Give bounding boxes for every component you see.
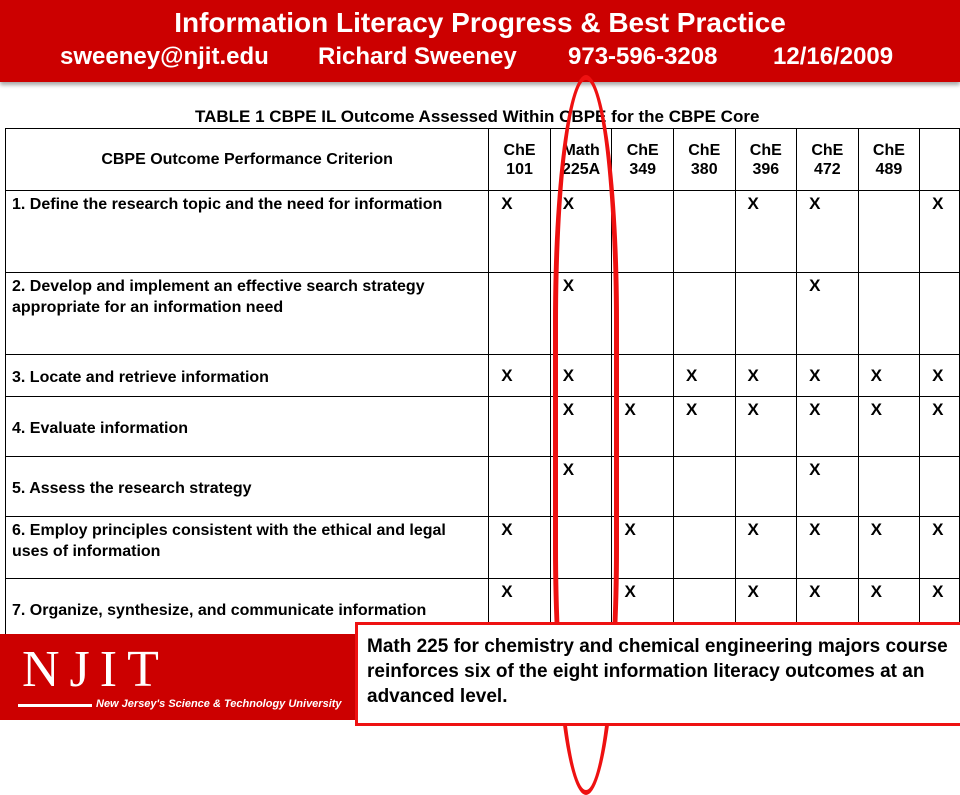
table-row xyxy=(6,457,960,517)
course-number: 225A xyxy=(561,160,601,178)
outcome-mark-cell xyxy=(858,457,920,517)
course-column-header xyxy=(612,129,674,191)
course-column-header xyxy=(858,129,920,191)
callout-note: Math 225 for chemistry and chemical engineering majors course reinforces six of the eight information literacy outcomes at an advanced level. xyxy=(355,622,960,726)
outcome-mark-cell xyxy=(673,457,735,517)
outcome-mark-cell: X xyxy=(797,517,859,579)
outcome-mark-cell: X xyxy=(489,355,551,397)
table-row xyxy=(6,273,960,355)
outcome-mark-cell xyxy=(735,457,797,517)
course-dept: ChE xyxy=(811,141,844,159)
outcome-mark-cell xyxy=(920,457,960,517)
criterion-cell: 3. Locate and retrieve information xyxy=(6,355,489,397)
outcome-mark-cell xyxy=(612,457,674,517)
table-caption: TABLE 1 CBPE IL Outcome Assessed Within CBPE for the CBPE Core xyxy=(195,107,760,126)
course-column-header xyxy=(797,129,859,191)
outcome-mark-cell xyxy=(489,273,551,355)
outcome-mark-cell: X xyxy=(920,517,960,579)
logo-tagline: New Jersey's Science & Technology University xyxy=(96,698,342,710)
course-number: 396 xyxy=(752,160,780,178)
outcome-mark-cell: X xyxy=(858,397,920,457)
outcome-mark-cell: X xyxy=(550,273,612,355)
outcome-mark-cell xyxy=(920,273,960,355)
outcome-mark-cell: X xyxy=(920,397,960,457)
course-dept: ChE xyxy=(872,141,905,159)
outcome-mark-cell: X xyxy=(797,579,859,639)
course-number: 380 xyxy=(690,160,718,178)
outcome-mark-cell xyxy=(489,457,551,517)
course-column-header xyxy=(673,129,735,191)
course-column-header xyxy=(489,129,551,191)
outcome-mark-cell: X xyxy=(797,191,859,273)
outcome-mark-cell: X xyxy=(550,457,612,517)
outcome-mark-cell: X xyxy=(735,355,797,397)
outcome-mark-cell: X xyxy=(612,397,674,457)
contact-phone: 973-596-3208 xyxy=(568,43,718,70)
criterion-cell: 7. Organize, synthesize, and communicate information xyxy=(6,579,489,639)
outcome-mark-cell: X xyxy=(489,191,551,273)
course-number: 349 xyxy=(629,160,657,178)
contact-email: sweeney@njit.edu xyxy=(60,43,269,70)
course-dept: ChE xyxy=(749,141,782,159)
table-row xyxy=(6,397,960,457)
outcome-mark-cell: X xyxy=(550,355,612,397)
outcome-mark-cell: X xyxy=(797,355,859,397)
outcome-mark-cell: X xyxy=(797,397,859,457)
course-column-header xyxy=(920,129,960,191)
outcome-mark-cell: X xyxy=(735,191,797,273)
outcome-mark-cell: X xyxy=(920,579,960,639)
criterion-cell: 1. Define the research topic and the need for information xyxy=(6,191,489,273)
outcome-mark-cell xyxy=(489,397,551,457)
outcome-mark-cell: X xyxy=(797,457,859,517)
outcome-mark-cell xyxy=(612,355,674,397)
outcome-mark-cell: X xyxy=(612,517,674,579)
outcome-mark-cell: X xyxy=(673,355,735,397)
slide-title: Information Literacy Progress & Best Practice xyxy=(174,7,786,38)
contact-name: Richard Sweeney xyxy=(318,43,517,70)
course-dept: Math xyxy=(562,141,600,159)
outcome-mark-cell: X xyxy=(735,579,797,639)
outcome-mark-cell: X xyxy=(550,191,612,273)
criterion-cell: 5. Assess the research strategy xyxy=(6,457,489,517)
title-banner xyxy=(0,0,960,82)
outcome-mark-cell: X xyxy=(858,355,920,397)
outcome-mark-cell xyxy=(673,273,735,355)
course-number: 489 xyxy=(875,160,903,178)
criterion-cell: 4. Evaluate information xyxy=(6,397,489,457)
table-row xyxy=(6,517,960,579)
outcome-mark-cell: X xyxy=(920,355,960,397)
outcome-mark-cell xyxy=(858,191,920,273)
outcome-mark-cell: X xyxy=(550,397,612,457)
course-dept: ChE xyxy=(688,141,721,159)
table-body xyxy=(6,191,960,639)
outcome-mark-cell xyxy=(612,191,674,273)
table-row xyxy=(6,355,960,397)
outcome-mark-cell: X xyxy=(920,191,960,273)
outcome-mark-cell: X xyxy=(735,397,797,457)
outcome-mark-cell: X xyxy=(858,517,920,579)
outcomes-table xyxy=(5,128,960,639)
outcome-mark-cell: X xyxy=(797,273,859,355)
outcome-mark-cell xyxy=(673,191,735,273)
outcome-mark-cell xyxy=(858,273,920,355)
outcome-mark-cell: X xyxy=(489,579,551,639)
course-column-header xyxy=(735,129,797,191)
logo-wordmark: NJIT xyxy=(22,641,169,698)
course-number: 472 xyxy=(814,160,841,178)
course-dept: ChE xyxy=(626,141,659,159)
outcome-mark-cell: X xyxy=(735,517,797,579)
outcome-mark-cell: X xyxy=(489,517,551,579)
logo-divider xyxy=(18,704,92,707)
table-header-row xyxy=(6,129,960,191)
outcome-mark-cell xyxy=(735,273,797,355)
criterion-cell: 2. Develop and implement an effective search strategy appropriate for an information need xyxy=(6,273,489,355)
outcome-mark-cell: X xyxy=(612,579,674,639)
outcome-mark-cell: X xyxy=(673,397,735,457)
contact-date: 12/16/2009 xyxy=(773,43,894,70)
criterion-column-header: CBPE Outcome Performance Criterion xyxy=(6,129,489,191)
outcome-mark-cell xyxy=(612,273,674,355)
njit-logo xyxy=(0,634,356,720)
criterion-cell: 6. Employ principles consistent with the ethical and legal uses of information xyxy=(6,517,489,579)
outcome-mark-cell: X xyxy=(858,579,920,639)
course-dept: ChE xyxy=(503,141,536,159)
outcome-mark-cell xyxy=(673,517,735,579)
course-number: 101 xyxy=(506,160,533,178)
table-row xyxy=(6,191,960,273)
